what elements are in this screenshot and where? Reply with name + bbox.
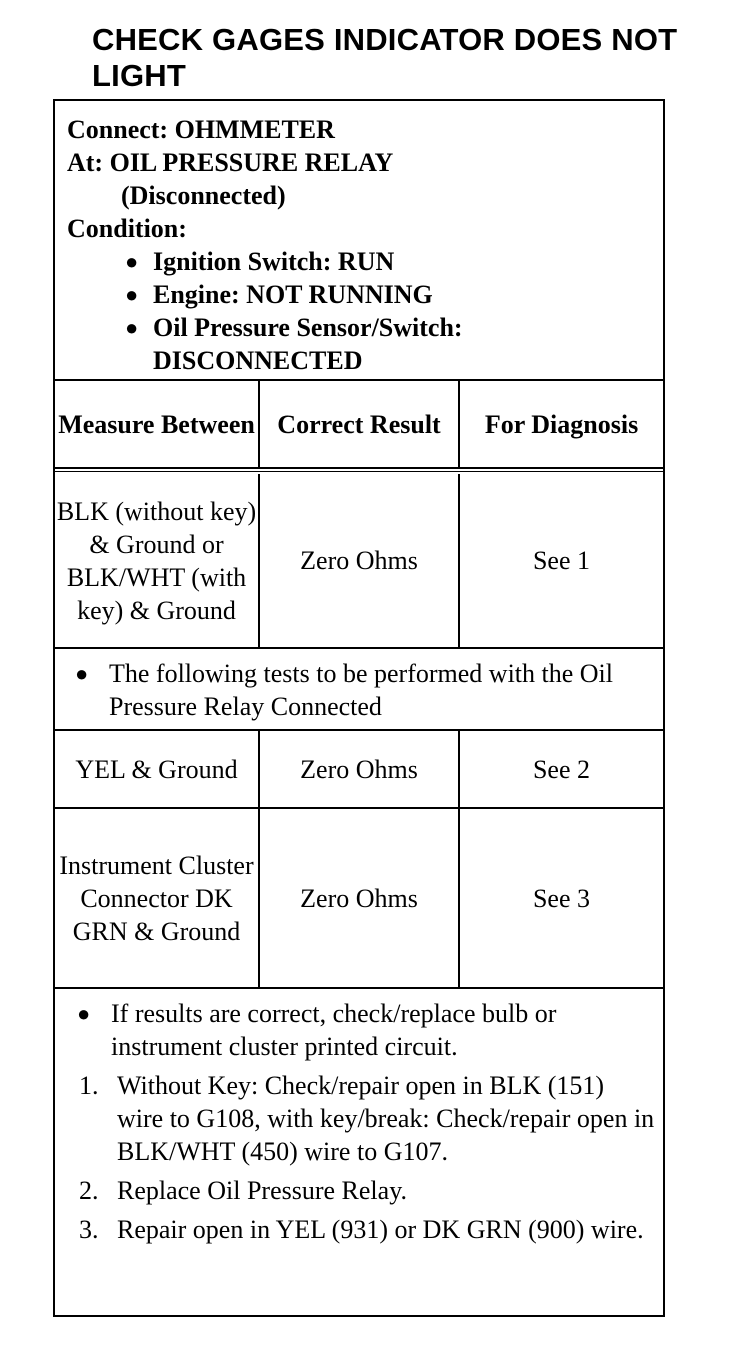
note-item: 2. Replace Oil Pressure Relay. xyxy=(79,1176,407,1205)
table-row xyxy=(55,809,663,989)
bullet-icon: ● xyxy=(75,661,89,686)
result-cell: Zero Ohms xyxy=(258,731,458,807)
header-diagnosis: For Diagnosis xyxy=(458,381,663,467)
measure-cell: Instrument Cluster Connector DK GRN & Ground xyxy=(59,850,254,946)
result-cell: Zero Ohms xyxy=(258,474,458,647)
diagnosis-cell: See 3 xyxy=(458,809,663,987)
condition-item: ● Oil Pressure Sensor/Switch: DISCONNECTED xyxy=(125,311,663,377)
condition-continuation: DISCONNECTED xyxy=(153,346,363,375)
diagnosis-notes: ● If results are correct, check/replace bulb or instrument cluster printed circuit. 1. Without Key: Check/repair open in BLK (151) wire to G108, with key/break: Check/repair open in BLK/WHT (450) wire to G107. 2. Replace Oil Pressure Relay. 3. Repair open in YEL (931) or DK GRN (900) wire. xyxy=(77,999,655,1244)
table-row xyxy=(55,474,663,649)
condition-item: ● Ignition Switch: RUN xyxy=(125,247,395,276)
table-row xyxy=(55,731,663,809)
measure-cell: BLK (without key) & Ground or BLK/WHT (with key) & Ground xyxy=(56,496,257,625)
bullet-icon: ● xyxy=(77,1001,91,1026)
diagnosis-cell: See 1 xyxy=(458,474,663,647)
at-line: At: OIL PRESSURE RELAY xyxy=(67,148,394,177)
condition-item: ● Engine: NOT RUNNING xyxy=(125,280,433,309)
setup-section xyxy=(55,101,663,381)
header-result: Correct Result xyxy=(258,381,458,467)
header-measure: Measure Between xyxy=(58,409,255,439)
page-title: CHECK GAGES INDICATOR DOES NOT LIGHT xyxy=(92,22,678,93)
result-cell: Zero Ohms xyxy=(258,809,458,987)
mid-note: ● The following tests to be performed with the Oil Pressure Relay Connected xyxy=(55,649,663,731)
condition-label: Condition: xyxy=(67,214,187,243)
note-item: 3. Repair open in YEL (931) or DK GRN (900) wire. xyxy=(79,1215,644,1244)
diagnostic-table xyxy=(53,99,665,1317)
condition-list xyxy=(67,245,663,377)
at-note: (Disconnected) xyxy=(121,181,286,210)
diagnosis-cell: See 2 xyxy=(458,731,663,807)
bullet-icon: ● xyxy=(125,249,139,274)
header-divider xyxy=(55,467,663,469)
measure-cell: YEL & Ground xyxy=(75,754,238,784)
header-divider xyxy=(55,471,663,472)
bullet-icon: ● xyxy=(125,315,139,340)
table-header xyxy=(55,381,663,467)
note-item: 1. Without Key: Check/repair open in BLK (151) wire to G108, with key/break: Check/repair open in BLK/WHT (450) wire to G107. xyxy=(79,1071,655,1166)
bullet-icon: ● xyxy=(125,282,139,307)
connect-line: Connect: OHMMETER xyxy=(67,115,335,144)
